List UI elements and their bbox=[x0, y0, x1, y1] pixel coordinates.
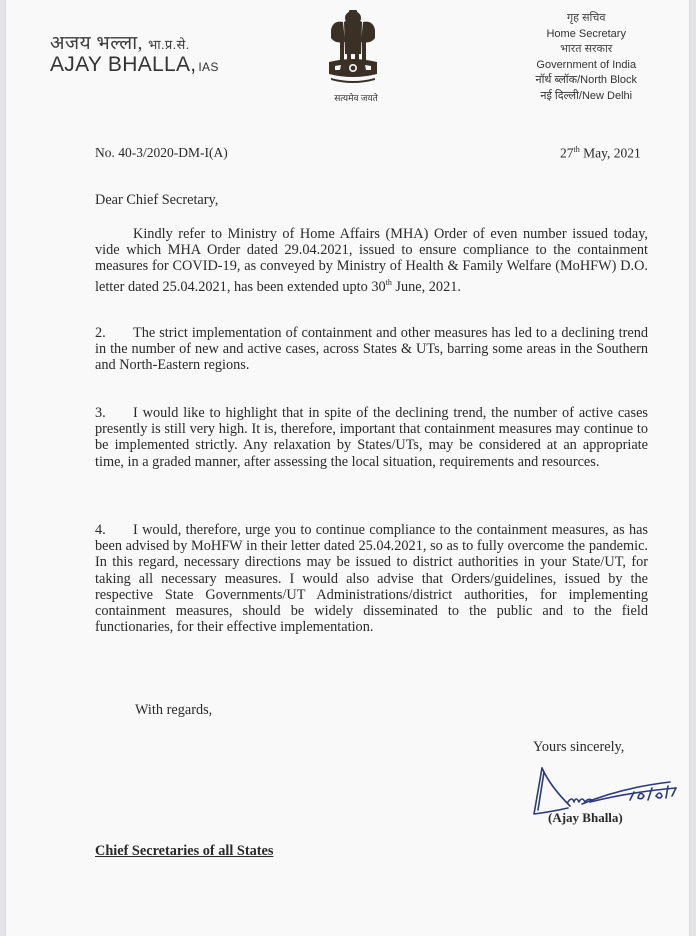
office-block: नॉर्थ ब्लॉक/North Block bbox=[535, 74, 637, 86]
designation-english: Home Secretary bbox=[546, 27, 626, 40]
letter-page bbox=[5, 0, 690, 936]
service-hindi-text: भा.प्र.से. bbox=[148, 37, 190, 52]
paragraph-number: 4. bbox=[95, 522, 106, 538]
valediction: Yours sincerely, bbox=[533, 739, 625, 755]
reference-number: No. 40-3/2020-DM-I(A) bbox=[95, 145, 228, 160]
name-english-text: AJAY BHALLA, bbox=[50, 53, 197, 76]
letter-date bbox=[560, 145, 641, 162]
paragraph-4 bbox=[95, 522, 648, 635]
paragraph-1 bbox=[95, 226, 648, 295]
paragraph-1-text: Kindly refer to Ministry of Home Affairs (MHA) Order of even number issued today, vide which MHA Order dated 29.04.2021, issued to ensure compliance to the containment measures for COVID-19, as conveyed by Ministry of Health & Family Welfare (MoHFW) D.O. letter dated 25.04.2021, has been extended upto 30 bbox=[95, 226, 648, 295]
paragraph-2-text: The strict implementation of containment and other measures has led to a declining trend in the number of new and active cases, across States & UTs, barring some areas in the Southern and North-Eastern regions. bbox=[95, 325, 648, 374]
recipient-line: Chief Secretaries of all States bbox=[95, 843, 274, 859]
emblem-motto: सत्यमेव जयते bbox=[334, 93, 378, 103]
paragraph-1-tail: June, 2021. bbox=[391, 278, 461, 295]
name-hindi-text: अजय भल्ला, bbox=[50, 33, 143, 54]
date-day-suffix: th bbox=[573, 145, 580, 154]
paragraph-2 bbox=[95, 325, 648, 374]
date-month-year: May, 2021 bbox=[579, 145, 641, 161]
salutation: Dear Chief Secretary, bbox=[95, 192, 219, 208]
designation-hindi: गृह सचिव bbox=[566, 12, 606, 24]
sender-name-hindi bbox=[50, 29, 190, 55]
paragraph-3 bbox=[95, 405, 648, 470]
paragraph-3-text: I would like to highlight that in spite of the declining trend, the number of active cases presently is still very high. It is, therefore, important that containment measures may continue to be implemented strictly. Any relaxation by States/UTs, may be considered at an appropriate time, in a graded manner, after assessing the local situation, requirements and resources. bbox=[95, 405, 648, 470]
office-city: नई दिल्ली/New Delhi bbox=[540, 89, 633, 102]
government-english: Government of India bbox=[536, 58, 637, 71]
paragraph-number: 2. bbox=[95, 325, 106, 341]
paragraph-4-text: I would, therefore, urge you to continue compliance to the containment measures, as has been advised by MoHFW in their letter dated 25.04.2021, so as to fully overcome the pandemic. In this regard, necessary directions may be issued to district authorities in your State/UT, for taking all necessary measures. I would also advise that Orders/guidelines, issued by the respective State Governments/UT Administrations/district authorities, for implementing containment measures, should be widely disseminated to the public and to the field functionaries, for their effective implementation. bbox=[95, 522, 648, 636]
signatory-name: (Ajay Bhalla) bbox=[548, 810, 623, 825]
date-day: 27 bbox=[560, 145, 574, 161]
closing-regards: With regards, bbox=[135, 702, 213, 718]
service-english-text: IAS bbox=[198, 60, 219, 74]
government-hindi: भारत सरकार bbox=[560, 43, 613, 55]
state-emblem-icon bbox=[323, 8, 383, 88]
office-address bbox=[535, 11, 637, 104]
paragraph-1-sup: th bbox=[385, 277, 392, 287]
sender-name-english bbox=[50, 53, 219, 77]
paragraph-number: 3. bbox=[95, 405, 106, 421]
